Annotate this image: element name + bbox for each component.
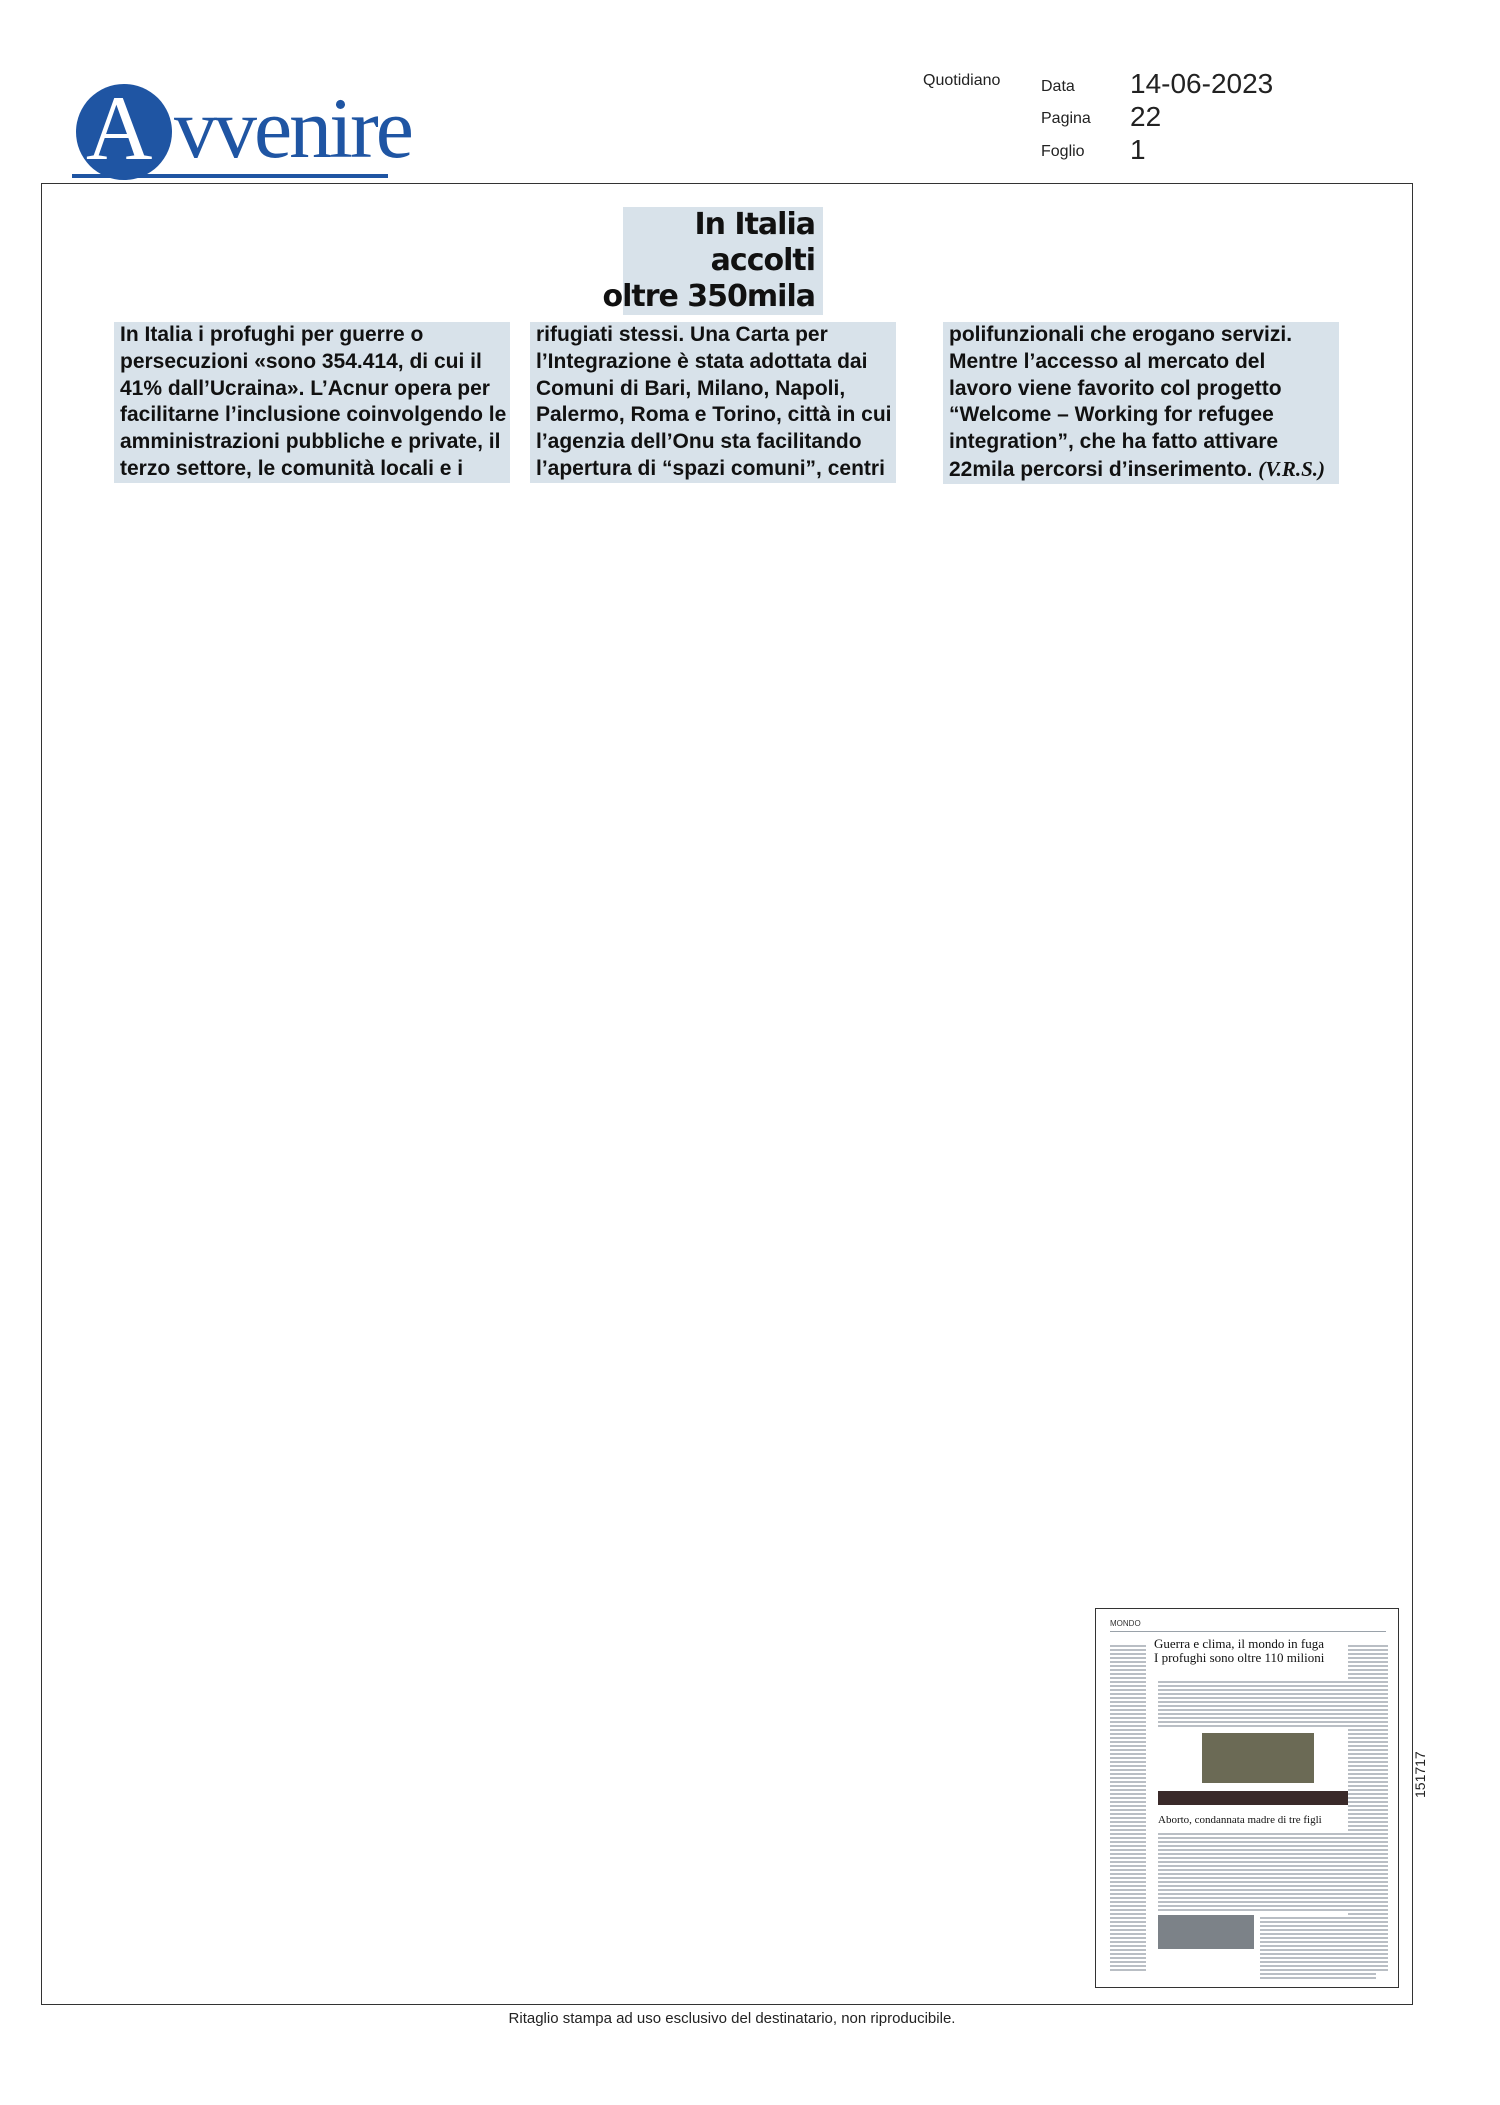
- page-label: Pagina: [1041, 110, 1091, 127]
- thumb-headline-second: Aborto, condannata madre di tre figli: [1158, 1814, 1322, 1826]
- headline-box: [602, 207, 823, 315]
- article-column-3: [943, 322, 1339, 484]
- logo-wordmark: vvenire: [174, 80, 411, 176]
- thumb-section: MONDO: [1110, 1619, 1141, 1628]
- text-line: 22mila percorsi d’inserimento.: [949, 457, 1253, 481]
- sheet-value: 1: [1130, 134, 1146, 165]
- date-value: 14-06-2023: [1130, 68, 1274, 99]
- text-line: amministrazioni pubbliche e private, il: [120, 430, 501, 454]
- text-line: l’apertura di “spazi comuni”, centri: [536, 456, 885, 480]
- text-line: persecuzioni «sono 354.414, di cui il: [120, 349, 482, 373]
- thumb-photo: [1202, 1733, 1314, 1783]
- thumb-headline-main: Guerra e clima, il mondo in fuga I profughi sono oltre 110 milioni: [1154, 1636, 1325, 1665]
- text-line: terzo settore, le comunità locali e i: [120, 456, 464, 480]
- headline-line: In Italia: [694, 207, 815, 242]
- text-line: polifunzionali che erogano servizi.: [949, 323, 1293, 346]
- text-line: rifugiati stessi. Una Carta per: [536, 323, 828, 346]
- text-line: Mentre l’accesso al mercato del: [949, 349, 1266, 373]
- text-line: Comuni di Bari, Milano, Napoli,: [536, 376, 846, 400]
- sheet-label: Foglio: [1041, 143, 1085, 160]
- text-line-last: [949, 456, 1333, 484]
- text-line: Palermo, Roma e Torino, città in cui: [536, 403, 892, 427]
- text-line: 41% dall’Ucraina». L’Acnur opera per: [120, 376, 490, 400]
- text-line: l’agenzia dell’Onu sta facilitando: [536, 430, 862, 454]
- text-line: “Welcome – Working for refugee: [949, 403, 1274, 427]
- date-label: Data: [1041, 78, 1075, 95]
- article-column-1: [114, 322, 510, 483]
- text-line: lavoro viene favorito col progetto: [949, 376, 1282, 400]
- headline: [602, 207, 815, 315]
- author-signature: (V.R.S.): [1258, 456, 1326, 481]
- text-line: l’Integrazione è stata adottata dai: [536, 349, 868, 373]
- headline-line: oltre 350mila: [602, 279, 815, 314]
- footer-notice: Ritaglio stampa ad uso esclusivo del destinatario, non riproducibile.: [508, 2010, 956, 2027]
- page-value: 22: [1130, 101, 1162, 132]
- text-line: facilitarne l’inclusione coinvolgendo le: [120, 403, 507, 427]
- page-thumbnail: [1095, 1608, 1399, 1988]
- text-line: integration”, che ha fatto attivare: [949, 430, 1279, 454]
- clipping-code: 151717: [1412, 1751, 1428, 1798]
- avvenire-logo: [72, 77, 411, 179]
- type-label: Quotidiano: [923, 72, 1001, 89]
- article-column-2: [530, 322, 896, 483]
- text-line: In Italia i profughi per guerre o: [120, 323, 424, 346]
- headline-line: accolti: [710, 243, 815, 278]
- logo-initial: A: [86, 77, 153, 179]
